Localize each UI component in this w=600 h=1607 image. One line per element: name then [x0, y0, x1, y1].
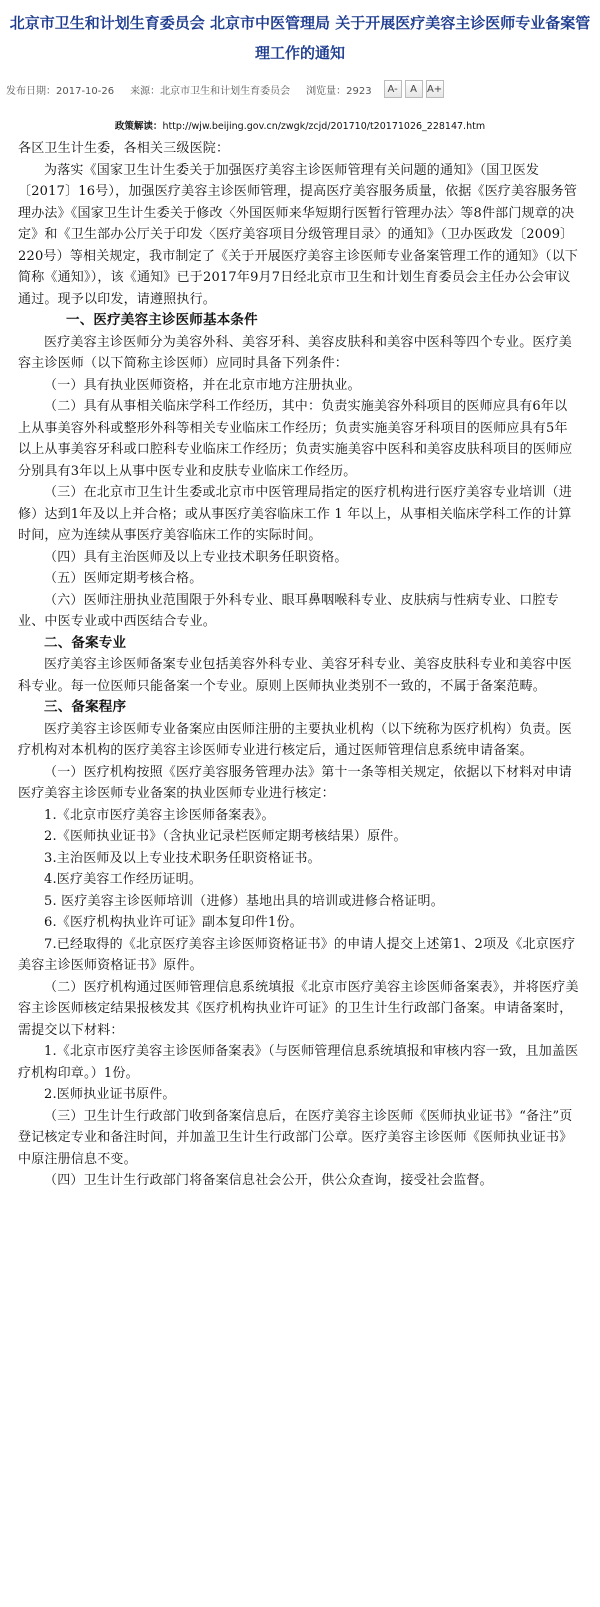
article-body [0, 132, 600, 1192]
paragraph: 医疗美容主诊医师专业备案应由医师注册的主要执业机构（以下统称为医疗机构）负责。医疗机构对本机构的医疗美容主诊医师专业进行核定后，通过医师管理信息系统申请备案。 [18, 721, 573, 758]
policy-interpretation [0, 118, 600, 132]
paragraph: （二）具有从事相关临床学科工作经历，其中：负责实施美容外科项目的医师应具有6年以上从事美容外科或整形外科等相关专业临床工作经历；负责实施美容牙科项目的医师应具有5年以上从事美容牙科或口腔科专业临床工作经历；负责实施美容中医科和美容皮肤科项目的医师应分别具有3年以上从事中医专业和皮肤专业临床工作经历。 [18, 399, 573, 479]
paragraph: 1.《北京市医疗美容主诊医师备案表》。 [44, 807, 275, 823]
paragraph: （一）医疗机构按照《医疗美容服务管理办法》第十一条等相关规定，依据以下材料对申请医疗美容主诊医师专业备案的执业医师专业进行核定： [18, 764, 573, 801]
paragraph: （四）卫生计生行政部门将备案信息社会公开，供公众查询，接受社会监督。 [44, 1173, 493, 1188]
paragraph: （四）具有主治医师及以上专业技术职务任职资格。 [44, 549, 348, 565]
font-decrease-button[interactable]: A- [384, 80, 402, 98]
paragraph: 6.《医疗机构执业许可证》副本复印件1份。 [44, 915, 303, 930]
paragraph: 4.医疗美容工作经历证明。 [44, 872, 203, 887]
font-increase-button[interactable]: A+ [426, 80, 444, 98]
policy-link[interactable]: http://wjw.beijing.gov.cn/zwgk/zcjd/201710/t20171026_228147.htm [162, 121, 486, 132]
paragraph: （二）医疗机构通过医师管理信息系统填报《北京市医疗美容主诊医师备案表》，并将医疗美容主诊医师核定结果报核发其《医疗机构执业许可证》的卫生计生行政部门备案。申请备案时，需提交以下材料： [18, 979, 579, 1038]
section-heading: 三、备案程序 [44, 699, 127, 715]
policy-label: 政策解读： [114, 121, 163, 132]
salutation: 各区卫生计生委，各相关三级医院： [18, 141, 230, 156]
paragraph: 2.《医师执业证书》（含执业记录栏医师定期考核结果）原件。 [44, 829, 407, 844]
paragraph: 7.已经取得的《北京医疗美容主诊医师资格证书》的申请人提交上述第1、2项及《北京医疗美容主诊医师资格证书》原件。 [18, 936, 576, 973]
source: 来源：北京市卫生和计划生育委员会 [130, 85, 291, 97]
section-heading: 二、备案专业 [44, 634, 127, 651]
paragraph: 医疗美容主诊医师分为美容外科、美容牙科、美容皮肤科和美容中医科等四个专业。医疗美容主诊医师（以下简称主诊医师）应同时具备下列条件： [18, 334, 573, 371]
paragraph: 为落实《国家卫生计生委关于加强医疗美容主诊医师管理有关问题的通知》（国卫医发〔2017〕16号），加强医疗美容主诊医师管理，提高医疗美容服务质量，依据《医疗美容服务管理办法》《国家卫生计生委关于修改〈外国医师来华短期行医暂行管理办法〉等8件部门规章的决定》和《卫生部办公厅关于印发〈医疗美容项目分级管理目录〉的通知》（卫办医政发〔2009〕220号）等相关规定，我市制定了《关于开展医疗美容主诊医师专业备案管理工作的通知》（以下简称《通知》），该《通知》已于2017年9月7日经北京市卫生和计划生育委员会主任办公会审议通过。现予以印发，请遵照执行。 [18, 162, 579, 307]
paragraph: （三）在北京市卫生计生委或北京市中医管理局指定的医疗机构进行医疗美容专业培训（进修）达到1年及以上并合格；或从事医疗美容临床工作 1 年以上，从事相关临床学科工作的计算时间，应为连续从事医疗美容临床工作的实际时间。 [18, 485, 573, 543]
article-meta [0, 68, 600, 100]
article-title: 北京市卫生和计划生育委员会 北京市中医管理局 关于开展医疗美容主诊医师专业备案管理工作的通知 [9, 14, 591, 62]
paragraph: 2.医师执业证书原件。 [44, 1087, 176, 1102]
paragraph: （五）医师定期考核合格。 [44, 571, 203, 586]
paragraph: 5. 医疗美容主诊医师培训（进修）基地出具的培训或进修合格证明。 [44, 893, 444, 909]
paragraph: （六）医师注册执业范围限于外科专业、眼耳鼻咽喉科专业、皮肤病与性病专业、口腔专业、中医专业或中西医结合专业。 [18, 592, 559, 629]
font-reset-button[interactable]: A [405, 80, 423, 98]
publish-date: 发布日期：2017-10-26 [6, 85, 115, 97]
paragraph: 1.《北京市医疗美容主诊医师备案表》（与医师管理信息系统填报和审核内容一致，且加盖医疗机构印章。）1份。 [18, 1044, 579, 1081]
paragraph: 3.主治医师及以上专业技术职务任职资格证书。 [44, 850, 321, 866]
paragraph: （一）具有执业医师资格，并在北京市地方注册执业。 [44, 377, 361, 393]
paragraph: 医疗美容主诊医师备案专业包括美容外科专业、美容牙科专业、美容皮肤科专业和美容中医科专业。每一位医师只能备案一个专业。原则上医师执业类别不一致的，不属于备案范畴。 [18, 657, 573, 694]
view-count: 浏览量：2923 [306, 85, 372, 97]
font-size-controls [384, 80, 444, 98]
paragraph: （三）卫生计生行政部门收到备案信息后，在医疗美容主诊医师《医师执业证书》“备注”页登记核定专业和备注时间，并加盖卫生计生行政部门公章。医疗美容主诊医师《医师执业证书》中原注册信息不变。 [18, 1108, 573, 1167]
section-heading: 一、医疗美容主诊医师基本条件 [66, 312, 258, 328]
